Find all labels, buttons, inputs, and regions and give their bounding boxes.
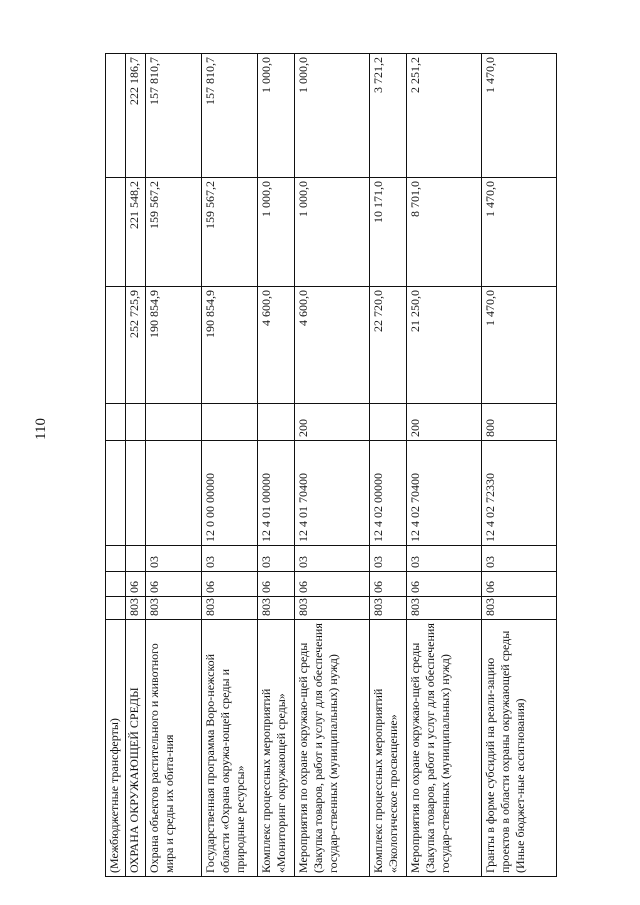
cell-gr: 803 — [482, 597, 557, 620]
table-row — [202, 54, 258, 877]
table-row — [407, 54, 482, 877]
cell-year3: 1 470,0 — [482, 54, 557, 178]
cell-csr: 12 4 01 00000 — [258, 441, 295, 546]
budget-table — [105, 53, 557, 877]
cell-vr — [126, 404, 146, 441]
cell-gr: 803 — [126, 597, 146, 620]
cell-pr: 03 — [295, 546, 370, 572]
cell-vr — [106, 404, 126, 441]
cell-vr: 200 — [407, 404, 482, 441]
cell-year3 — [106, 54, 126, 178]
cell-year2: 8 701,0 — [407, 178, 482, 287]
cell-year1: 21 250,0 — [407, 287, 482, 404]
cell-name: ОХРАНА ОКРУЖАЮЩЕЙ СРЕДЫ — [126, 620, 146, 877]
table-row — [482, 54, 557, 877]
cell-year1: 252 725,9 — [126, 287, 146, 404]
cell-year3: 1 000,0 — [295, 54, 370, 178]
cell-gr: 803 — [295, 597, 370, 620]
cell-csr: 12 4 01 70400 — [295, 441, 370, 546]
cell-year1: 190 854,9 — [202, 287, 258, 404]
table-row — [295, 54, 370, 877]
cell-csr: 12 4 02 00000 — [370, 441, 407, 546]
cell-vr — [370, 404, 407, 441]
table-row — [126, 54, 146, 877]
cell-rz: 06 — [258, 572, 295, 597]
cell-year3: 3 721,2 — [370, 54, 407, 178]
cell-rz: 06 — [407, 572, 482, 597]
cell-name: Охрана объектов растительного и животного мира и среды их обита-ния — [146, 620, 202, 877]
cell-name: Мероприятия по охране окружаю-щей среды (Закупка товаров, работ и услуг для обеспечения государ-ственных (муниципальных) нужд) — [295, 620, 370, 877]
table-row — [258, 54, 295, 877]
cell-vr: 200 — [295, 404, 370, 441]
cell-year1 — [106, 287, 126, 404]
cell-name: Комплекс процессных мероприятий «Экологическое просвещение» — [370, 620, 407, 877]
cell-year3: 157 810,7 — [202, 54, 258, 178]
cell-year1: 4 600,0 — [295, 287, 370, 404]
cell-rz — [106, 572, 126, 597]
cell-year3: 2 251,2 — [407, 54, 482, 178]
cell-pr — [126, 546, 146, 572]
cell-pr: 03 — [202, 546, 258, 572]
cell-year2: 1 000,0 — [258, 178, 295, 287]
cell-rz: 06 — [202, 572, 258, 597]
cell-name: Государственная программа Воро-нежской области «Охрана окружа-ющей среды и природные ресурсы» — [202, 620, 258, 877]
cell-name: Мероприятия по охране окружаю-щей среды (Закупка товаров, работ и услуг для обеспечения государ-ственных (муниципальных) нужд) — [407, 620, 482, 877]
page-number: 110 — [33, 418, 49, 440]
cell-gr: 803 — [202, 597, 258, 620]
cell-gr: 803 — [258, 597, 295, 620]
cell-csr — [126, 441, 146, 546]
cell-year2: 1 000,0 — [295, 178, 370, 287]
cell-name: (Межбюджетные трансферты) — [106, 620, 126, 877]
cell-pr: 03 — [482, 546, 557, 572]
cell-rz: 06 — [482, 572, 557, 597]
table-row — [146, 54, 202, 877]
cell-csr — [146, 441, 202, 546]
cell-vr — [202, 404, 258, 441]
cell-rz: 06 — [126, 572, 146, 597]
cell-rz: 06 — [370, 572, 407, 597]
cell-year2: 1 470,0 — [482, 178, 557, 287]
cell-year1: 190 854,9 — [146, 287, 202, 404]
cell-rz: 06 — [146, 572, 202, 597]
cell-csr: 12 4 02 72330 — [482, 441, 557, 546]
cell-year1: 22 720,0 — [370, 287, 407, 404]
table-row — [370, 54, 407, 877]
cell-vr — [258, 404, 295, 441]
cell-name: Комплекс процессных мероприятий «Мониторинг окружающей среды» — [258, 620, 295, 877]
cell-pr: 03 — [258, 546, 295, 572]
cell-year2: 159 567,2 — [146, 178, 202, 287]
table-row — [106, 54, 126, 877]
cell-gr — [106, 597, 126, 620]
cell-gr: 803 — [407, 597, 482, 620]
cell-pr: 03 — [370, 546, 407, 572]
cell-csr — [106, 441, 126, 546]
cell-year1: 1 470,0 — [482, 287, 557, 404]
cell-pr: 03 — [146, 546, 202, 572]
budget-table-rotated — [105, 54, 557, 877]
cell-year3: 157 810,7 — [146, 54, 202, 178]
cell-year2: 10 171,0 — [370, 178, 407, 287]
cell-vr: 800 — [482, 404, 557, 441]
cell-gr: 803 — [370, 597, 407, 620]
cell-pr: 03 — [407, 546, 482, 572]
cell-name: Гранты в форме субсидий на реали-зацию проектов в области охраны окружающей среды (Иные бюджет-ные ассигнования) — [482, 620, 557, 877]
cell-gr: 803 — [146, 597, 202, 620]
cell-year2: 159 567,2 — [202, 178, 258, 287]
cell-year2 — [106, 178, 126, 287]
cell-csr: 12 0 00 00000 — [202, 441, 258, 546]
cell-vr — [146, 404, 202, 441]
cell-year3: 1 000,0 — [258, 54, 295, 178]
cell-year2: 221 548,2 — [126, 178, 146, 287]
cell-rz: 06 — [295, 572, 370, 597]
cell-pr — [106, 546, 126, 572]
cell-year1: 4 600,0 — [258, 287, 295, 404]
cell-year3: 222 186,7 — [126, 54, 146, 178]
cell-csr: 12 4 02 70400 — [407, 441, 482, 546]
